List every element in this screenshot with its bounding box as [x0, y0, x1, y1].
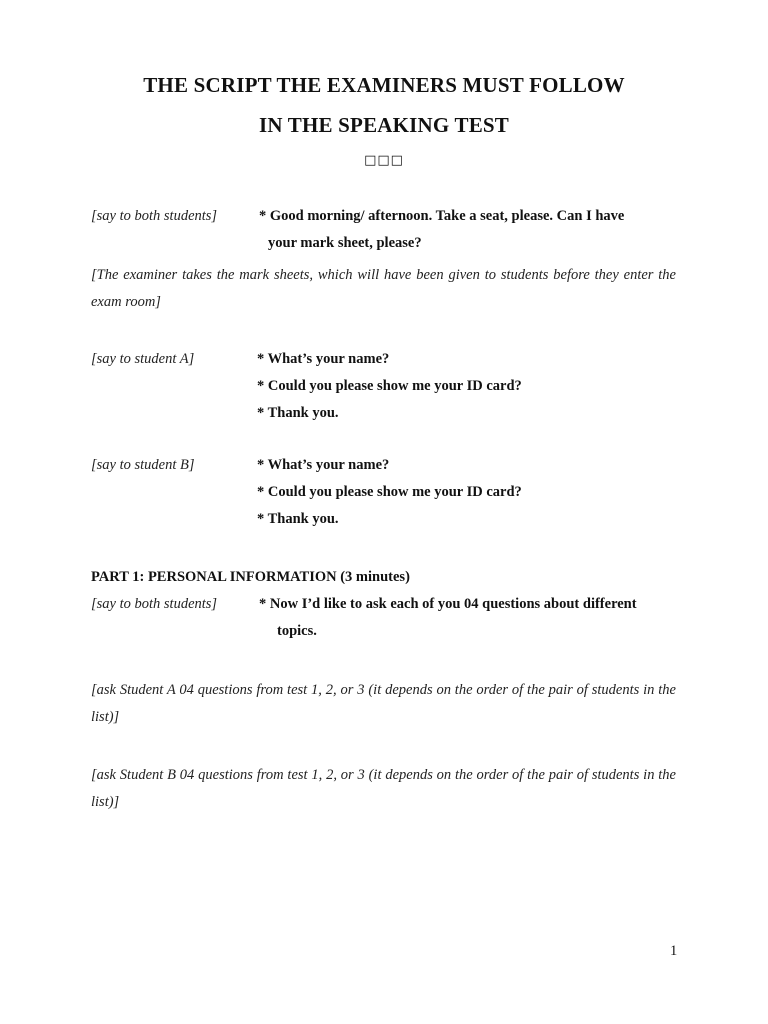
part-1-ask-student-a: [ask Student A 04 questions from test 1, 2, or 3 (it depends on the order of the pair of students in the list)]	[91, 682, 676, 725]
part-1-heading-number: PART 1	[91, 569, 140, 585]
student-a-question-2: * Could you please show me your ID card?	[257, 378, 522, 394]
part-1-instruction-label: [say to both students]	[91, 596, 218, 612]
student-a-instruction-label: [say to student A]	[91, 351, 195, 367]
part-1-heading	[91, 569, 410, 586]
page-number: 1	[670, 943, 678, 959]
intro-examiner-note: [The examiner takes the mark sheets, which will have been given to students before they enter the exam room]	[91, 267, 676, 310]
part-1-heading-title: : PERSONAL INFORMATION (3 minutes)	[139, 569, 410, 585]
student-b-question-1: * What’s your name?	[257, 457, 390, 473]
student-b-question-3: * Thank you.	[257, 511, 339, 527]
intro-greeting-line-2: your mark sheet, please?	[268, 235, 422, 251]
student-a-question-1: * What’s your name?	[257, 351, 390, 367]
student-b-instruction-label: [say to student B]	[91, 457, 195, 473]
document-title-line-1: THE SCRIPT THE EXAMINERS MUST FOLLOW	[143, 73, 625, 97]
part-1-intro-line-2: topics.	[277, 623, 317, 639]
title-glyph-marks: □□□	[364, 153, 404, 168]
intro-instruction-label: [say to both students]	[91, 208, 218, 224]
student-a-question-3: * Thank you.	[257, 405, 339, 421]
intro-greeting-line-1: * Good morning/ afternoon. Take a seat, please. Can I have	[259, 208, 625, 224]
part-1-ask-student-b: [ask Student B 04 questions from test 1, 2, or 3 (it depends on the order of the pair of students in the list)]	[91, 767, 676, 810]
student-b-question-2: * Could you please show me your ID card?	[257, 484, 522, 500]
document-title-line-2: IN THE SPEAKING TEST	[258, 113, 510, 137]
part-1-intro-line-1: * Now I’d like to ask each of you 04 questions about different	[259, 596, 637, 612]
